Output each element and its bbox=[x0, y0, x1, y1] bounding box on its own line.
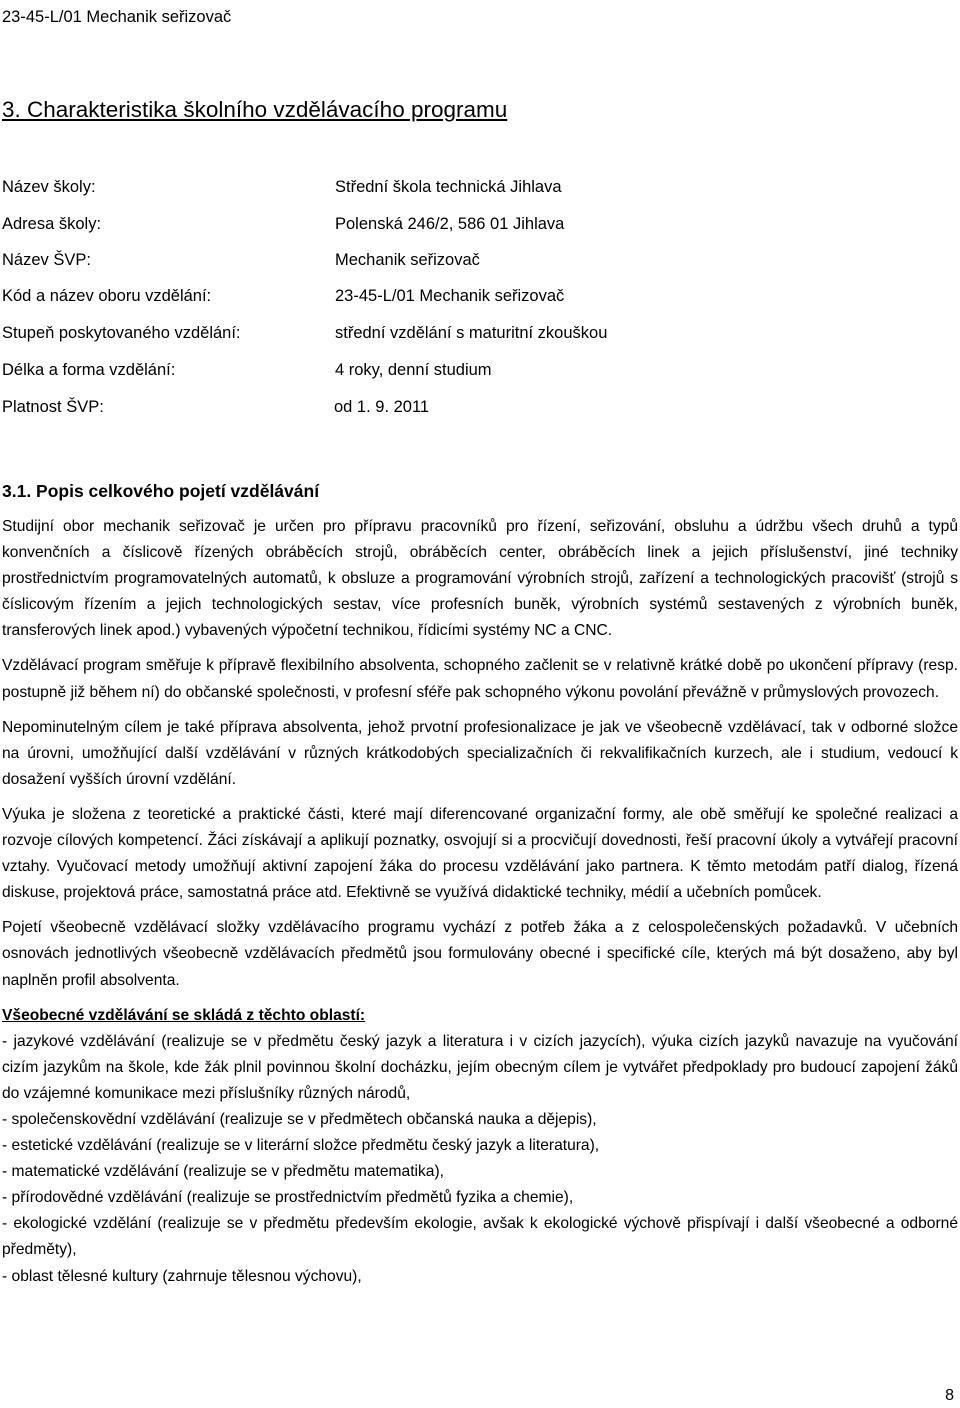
list-item: - jazykové vzdělávání (realizuje se v předmětu český jazyk a literatura i v cizích jazycích), výuka cizích jazyků navazuje na vyučování cizím jazykům na škole, kde žák plnil povinnou školní docházku, jejím obecným cílem je vytvářet předpoklady pro budoucí zapojení žáků do vzájemné komunikace mezi příslušníky různých národů, bbox=[2, 1032, 958, 1102]
list-item: - ekologické vzdělání (realizuje se v předmětu především ekologie, avšak k ekologické výchově přispívají i další všeobecné a odborné předměty), bbox=[2, 1215, 958, 1259]
info-label: Stupeň poskytovaného vzdělání: bbox=[2, 324, 241, 342]
info-value: Mechanik seřizovač bbox=[335, 251, 480, 269]
info-row-duration bbox=[0, 358, 960, 382]
info-value: od 1. 9. 2011 bbox=[334, 398, 430, 416]
paragraph: Pojetí všeobecně vzdělávací složky vzdělávacího programu vychází z potřeb žáka a z celospolečenských požadavků. V učebních osnovách jednotlivých všeobecně vzdělávacích předmětů jsou formulovány obecné i specifické cíle, kterých má být dosaženo, aby byl naplněn profil absolventa. bbox=[2, 919, 958, 989]
info-label: Kód a název oboru vzdělání: bbox=[2, 287, 212, 305]
info-row-education-level bbox=[0, 321, 960, 345]
list-item: - estetické vzdělávání (realizuje se v literární složce předmětu český jazyk a literatura), bbox=[2, 1137, 600, 1155]
general-education-heading: Všeobecné vzdělávání se skládá z těchto oblastí: bbox=[2, 1006, 366, 1024]
info-value: Střední škola technická Jihlava bbox=[335, 178, 562, 196]
paragraph: Výuka je složena z teoretické a praktické části, které mají diferencované organizační formy, ale obě směřují ke společné realizaci a rozvoje cílových kompetencí. Žáci získávají a aplikují poznatky, osvojují si a procvičují dovednosti, řeší pracovní úkoly a vytvářejí pracovní vztahy. Vyučovací metody umožňují aktivní zapojení žáka do procesu vzdělávání jako partnera. K těmto metodám patří dialog, řízená diskuse, projektová práce, samostatná práce atd. Efektivně se využívá didaktické techniky, médií a učebních pomůcek. bbox=[2, 805, 958, 902]
info-value: Polenská 246/2, 586 01 Jihlava bbox=[335, 215, 565, 233]
info-label: Název školy: bbox=[2, 178, 96, 196]
paragraph: Nepominutelným cílem je také příprava absolventa, jehož prvotní profesionalizace je jak ve všeobecně vzdělávací, tak v odborné složce na úrovni, umožňující další vzdělávání v různých krátkodobých specializačních či rekvalifikačních kurzech, ale i studium, vedoucí k dosažení vyšších úrovní vzdělání. bbox=[2, 718, 958, 788]
info-row-school-address bbox=[0, 212, 960, 236]
running-header: 23-45-L/01 Mechanik seřizovač bbox=[2, 8, 232, 26]
info-row-validity bbox=[0, 395, 960, 419]
info-row-field-code bbox=[0, 284, 960, 308]
info-label: Platnost ŠVP: bbox=[2, 398, 104, 416]
subsection-title: 3.1. Popis celkového pojetí vzdělávání bbox=[2, 481, 320, 501]
section-title: 3. Charakteristika školního vzdělávacího programu bbox=[2, 97, 508, 122]
list-item: - společenskovědní vzdělávání (realizuje se v předmětech občanská nauka a dějepis), bbox=[2, 1110, 597, 1128]
page-number: 8 bbox=[945, 1387, 954, 1404]
body-text bbox=[2, 514, 958, 1290]
info-label: Název ŠVP: bbox=[2, 251, 91, 269]
info-label: Adresa školy: bbox=[2, 215, 102, 233]
list-item: - přírodovědné vzdělávání (realizuje se prostřednictvím předmětů fyzika a chemie), bbox=[2, 1189, 574, 1207]
paragraph: Vzdělávací program směřuje k přípravě flexibilního absolventa, schopného začlenit se v relativně krátké době po ukončení přípravy (resp. postupně již během ní) do občanské společnosti, v profesní sféře pak schopného výkonu povolání převážně v průmyslových provozech. bbox=[2, 657, 958, 701]
info-row-school-name bbox=[0, 175, 960, 199]
list-item: - matematické vzdělávání (realizuje se v předmětu matematika), bbox=[2, 1163, 444, 1181]
info-value: 4 roky, denní studium bbox=[335, 361, 492, 379]
info-value: střední vzdělání s maturitní zkouškou bbox=[335, 324, 608, 342]
list-item: - oblast tělesné kultury (zahrnuje tělesnou výchovu), bbox=[2, 1267, 362, 1285]
paragraph: Studijní obor mechanik seřizovač je určen pro přípravu pracovníků pro řízení, seřizování, obsluhu a údržbu všech druhů a typů konvenčních a číslicově řízených obráběcích strojů, obráběcích center, obráběcích linek a jejich příslušenství, jiné techniky prostřednictvím programovatelných automatů, k obsluze a programování výrobních strojů, zařízení a technologických pracovišť (strojů s číslicovým řízením a jejich technologických sestav, více profesních buněk, výrobních systémů sestavených z výrobních buněk, transferových linek apod.) vybavených výpočetní technikou, řídicími systémy NC a CNC. bbox=[2, 518, 958, 640]
info-value: 23-45-L/01 Mechanik seřizovač bbox=[335, 287, 565, 305]
info-label: Délka a forma vzdělání: bbox=[2, 361, 176, 379]
info-row-svp-name bbox=[0, 248, 960, 272]
